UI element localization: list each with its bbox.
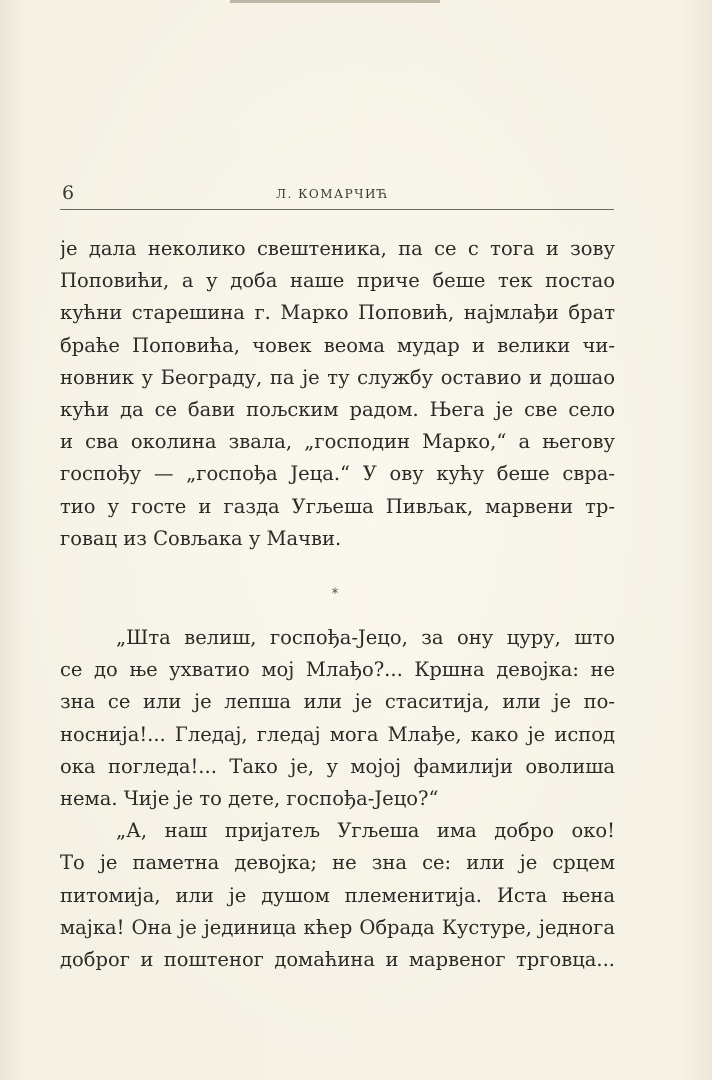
text-line: госпођу — „госпођа Јеца.“ У ову кућу беше свра- [60,462,615,486]
text-line: носнија!... Гледај, гледај мога Млађе, како је испод [60,722,615,746]
page-number: 6 [62,182,75,204]
text-line: и сва околина звала, „господин Марко,“ а његову [60,430,615,454]
text-line: браће Поповића, човек веома мудар и велики чи- [60,333,615,357]
header-rule [60,209,614,210]
text-line: То је паметна девојка; не зна се: или је срцем [60,851,615,875]
text-line: је дала неколико свештеника, па се с тога и зову [60,237,615,260]
text-line: кући да се бави пољским радом. Њега је све село [60,397,615,421]
text-line: се до ње ухватио мој Млађо?... Кршна девојка: не [60,658,615,682]
text-line: „Шта велиш, госпођа-Јецо, за ону цуру, што [116,626,615,649]
text-line: тио у госте и газда Угљеша Пивљак, марвени тр- [60,494,615,518]
text-line: новник у Београду, па је ту службу оставио и дошао [60,365,615,389]
text-line: Поповићи, а у доба наше приче беше тек постао [60,269,615,293]
text-line: нема. Чије је то дете, госпођа-Јецо?“ [60,786,439,810]
paragraph-1 [60,233,615,555]
text-line: мајка! Она је јединица кћер Обрада Кустуре, једнога [60,915,615,939]
text-line: кућни старешина г. Марко Поповић, најмлађи брат [60,301,615,325]
text-line: доброг и поштеног домаћина и марвеног трговца... [60,947,615,971]
running-head: Л. КОМАРЧИЋ [276,187,389,201]
section-divider: * [331,586,339,602]
text-line: ока погледа!... Тако је, у мојој фамилији оволиша [60,754,615,778]
dialogue-block [60,622,615,976]
text-line: питомија, или је душом племенитија. Иста њена [60,883,615,907]
text-line: „А, наш пријатељ Угљеша има добро око! [116,819,615,843]
text-line: зна се или је лепша или је стаситија, или је по- [60,690,615,714]
page-top-edge [230,0,440,3]
text-line: говац из Совљака у Мачви. [60,526,342,550]
page-header [62,182,614,206]
